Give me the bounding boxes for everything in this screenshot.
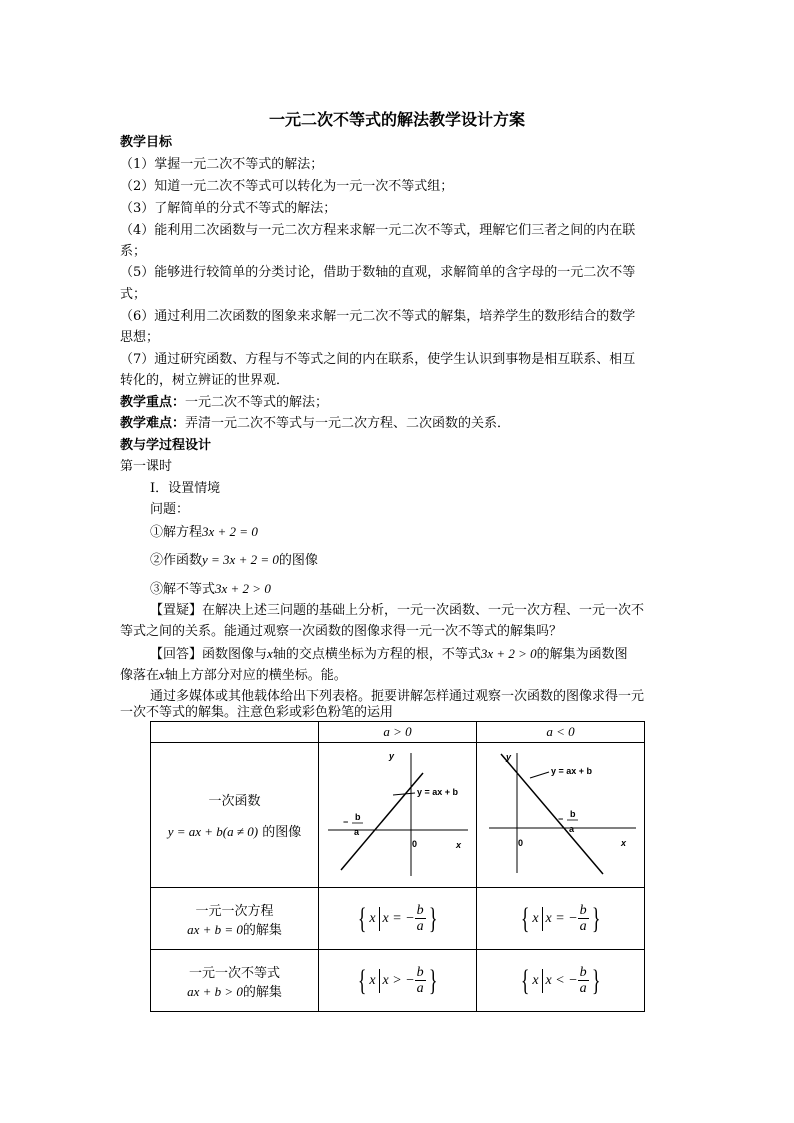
y-axis-label: y (388, 751, 394, 761)
objective-line: 式； (120, 287, 147, 302)
question-1-prefix: ①解方程 (150, 525, 203, 540)
right-brace-icon: } (428, 901, 438, 935)
root-num: b (354, 812, 360, 822)
origin-label: 0 (411, 839, 417, 849)
question-2 (150, 551, 318, 570)
row-label-expr (151, 981, 318, 1000)
root-den: a (353, 827, 359, 837)
doubt-label: 【置疑】 (150, 603, 203, 618)
row-label-title: 一次函数 (208, 794, 261, 809)
row-label-suffix: 的解集 (242, 984, 282, 1000)
key-point (120, 394, 328, 412)
set-notation (518, 965, 603, 996)
left-brace-icon: { (520, 901, 530, 935)
answer-var: x (267, 646, 273, 661)
fraction-den: a (579, 919, 587, 934)
root-sign: − (342, 817, 348, 827)
function-expr: y = ax + b(a ≠ 0) (167, 824, 259, 839)
root-sign: − (557, 814, 563, 824)
line-label: y = ax + b (550, 766, 592, 776)
fraction-num: b (579, 903, 587, 918)
key-point-label: 教学重点： (120, 395, 186, 410)
row-label-function (151, 743, 319, 888)
page-title: 一元二次不等式的解法教学设计方案 (268, 110, 525, 129)
set-condition: x > − (382, 972, 415, 988)
fraction-num: b (416, 965, 424, 980)
row-label-title: 一元一次不等式 (188, 965, 280, 981)
solution-set-negative (477, 888, 645, 950)
answer-var: x (159, 667, 165, 682)
question-3-prefix: ③解不等式 (150, 582, 216, 597)
fraction-den: a (416, 919, 424, 934)
difficulty-label: 教学难点： (120, 416, 186, 431)
question-2-suffix: 的图像 (278, 553, 318, 568)
left-brace-icon: { (520, 963, 530, 997)
table-header-row (151, 722, 645, 743)
para-line-1: 通过多媒体或其他载体给出下列表格。扼要讲解怎样通过观察一次函数的图像求得一元 (150, 689, 645, 704)
answer-line-1 (150, 645, 628, 664)
inequality-expr: ax + b > 0 (187, 983, 243, 999)
fraction (578, 903, 589, 934)
doubt-text: 在解决上述三问题的基础上分析，一元一次函数、一元一次方程、一元一次不 (202, 603, 645, 618)
row-label-equation (151, 888, 319, 950)
objective-line: 系； (120, 244, 147, 259)
answer-text: 轴上方部分对应的横坐标。能。 (164, 668, 347, 683)
set-var: x (532, 972, 539, 988)
objective-line: 转化的，树立辨证的世界观． (120, 373, 290, 388)
question-2-prefix: ②作函数 (150, 553, 203, 568)
question-label: 问题： (150, 502, 190, 517)
root-den: a (568, 824, 574, 834)
objectives-heading: 教学目标 (120, 135, 173, 150)
objective-line: （1）掌握一元二次不等式的解法； (120, 157, 324, 172)
row-label-suffix: 的解集 (242, 922, 282, 938)
y-axis-label: y (505, 752, 511, 762)
set-condition: x = − (545, 910, 578, 926)
table-header-a-positive: a > 0 (319, 722, 477, 743)
table-header-a-negative: a < 0 (477, 722, 645, 743)
question-2-expr: y = 3x + 2 = 0 (202, 552, 279, 567)
graph-cell-positive (319, 743, 477, 888)
solution-set-negative (477, 950, 645, 1012)
equation-expr: ax + b = 0 (187, 921, 243, 937)
row-label-inequality (151, 950, 319, 1012)
set-condition: x < − (545, 972, 578, 988)
answer-text: 轴的交点横坐标为方程的根，不等式 (272, 647, 481, 662)
label-leader (530, 772, 549, 778)
set-notation (355, 903, 440, 934)
left-brace-icon: { (357, 901, 367, 935)
objective-line: （2）知道一元二次不等式可以转化为一元一次不等式组； (120, 179, 454, 194)
question-3 (150, 580, 271, 599)
difficulty-text: 弄清一元二次不等式与一元二次方程、二次函数的关系． (185, 416, 511, 431)
x-axis-label: x (455, 840, 461, 850)
set-bar (542, 969, 543, 993)
set-var: x (369, 910, 376, 926)
set-notation (518, 903, 603, 934)
row-label-expr (151, 821, 318, 840)
set-notation (355, 965, 440, 996)
objective-line: （6）通过利用二次函数的图象来求解一元二次不等式的解集，培养学生的数形结合的数学 (120, 309, 636, 324)
right-brace-icon: } (428, 963, 438, 997)
process-heading: 教与学过程设计 (120, 438, 212, 453)
solution-set-positive (319, 888, 477, 950)
answer-text: 的解集为函数图 (536, 647, 628, 662)
doubt-line-1 (150, 602, 644, 620)
right-brace-icon: } (591, 963, 601, 997)
left-brace-icon: { (357, 963, 367, 997)
question-1 (150, 523, 258, 542)
fraction-num: b (579, 965, 587, 980)
solution-set-positive (319, 950, 477, 1012)
row-label-expr (151, 919, 318, 938)
para-line-2: 一次不等式的解集。注意色彩或彩色粉笔的运用 (120, 705, 394, 720)
lesson-label: 第一课时 (120, 459, 173, 474)
graph-a-negative (481, 748, 641, 878)
linear-relations-table (150, 721, 645, 1012)
question-3-expr: 3x + 2 > 0 (215, 581, 271, 596)
line-label: y = ax + b (416, 787, 458, 797)
row-label-suffix: 的图像 (262, 825, 302, 840)
fraction-num: b (416, 903, 424, 918)
set-bar (379, 969, 380, 993)
key-point-text: 一元二次不等式的解法； (185, 395, 329, 410)
answer-text: 函数图像与 (202, 647, 268, 662)
table-row (151, 950, 645, 1012)
doubt-line-2: 等式之间的关系。能通过观察一次函数的图像求得一元一次不等式的解集吗？ (120, 624, 563, 639)
row-label-title: 一元一次方程 (195, 903, 274, 919)
table-header-empty (151, 722, 319, 743)
fraction (415, 965, 426, 996)
objective-line: （7）通过研究函数、方程与不等式之间的内在联系，使学生认识到事物是相互联系、相互 (120, 352, 636, 367)
objective-line: 思想； (120, 330, 160, 345)
fraction (415, 903, 426, 934)
objective-line: （3）了解简单的分式不等式的解法； (120, 201, 337, 216)
set-bar (542, 907, 543, 931)
answer-text: 像落在 (120, 668, 160, 683)
graph-a-positive (323, 748, 473, 878)
answer-label: 【回答】 (150, 647, 203, 662)
origin-label: 0 (517, 838, 523, 848)
table-row (151, 888, 645, 950)
answer-line-2 (120, 666, 347, 685)
set-bar (379, 907, 380, 931)
section-title: Ⅰ．设置情境 (150, 481, 221, 496)
table-row (151, 743, 645, 888)
root-num: b (569, 809, 575, 819)
objective-line: （5）能够进行较简单的分类讨论，借助于数轴的直观，求解简单的含字母的一元二次不等 (120, 265, 636, 280)
fraction-den: a (416, 981, 424, 996)
objective-line: （4）能利用二次函数与一元二次方程来求解一元二次不等式，理解它们三者之间的内在联 (120, 223, 636, 238)
answer-expr: 3x + 2 > 0 (480, 646, 537, 661)
difficulty (120, 415, 510, 433)
x-axis-label: x (620, 838, 626, 848)
set-var: x (532, 910, 539, 926)
question-1-expr: 3x + 2 = 0 (202, 524, 258, 539)
fraction-den: a (579, 981, 587, 996)
set-condition: x = − (382, 910, 415, 926)
fraction (578, 965, 589, 996)
set-var: x (369, 972, 376, 988)
graph-cell-negative (477, 743, 645, 888)
right-brace-icon: } (591, 901, 601, 935)
